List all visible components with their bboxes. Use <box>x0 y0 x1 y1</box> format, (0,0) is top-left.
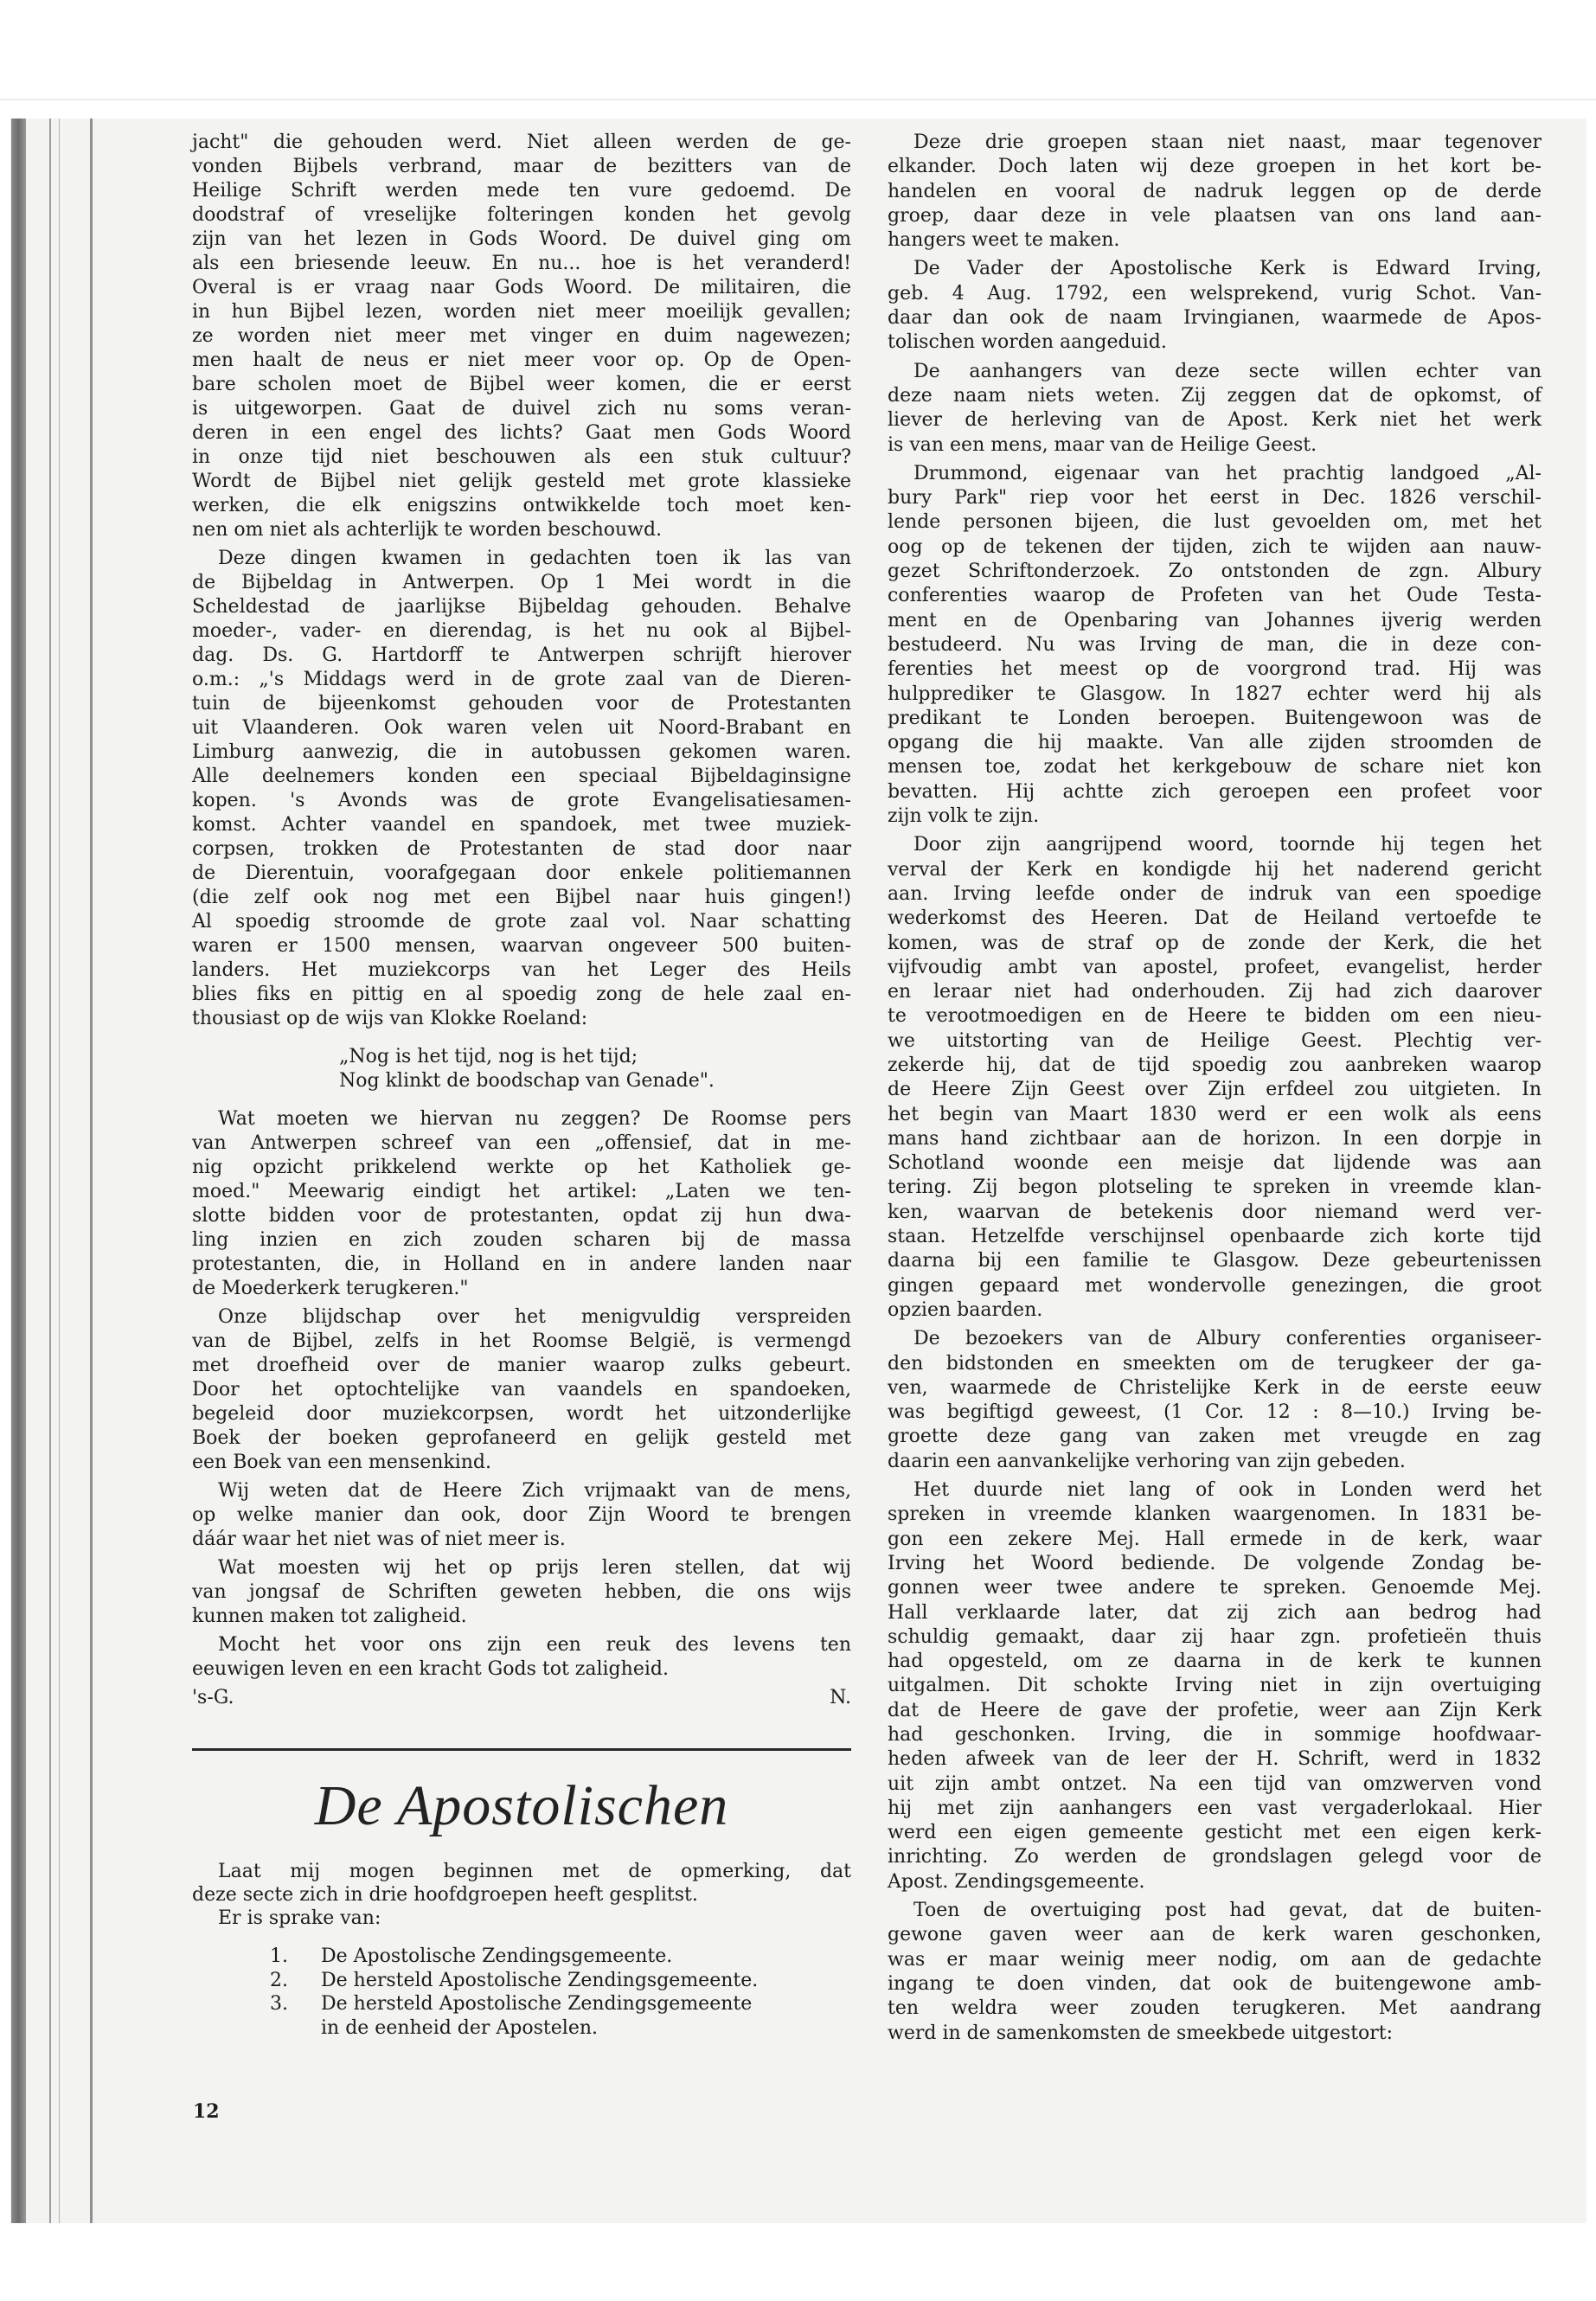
text-line: De aanhangers van deze secte willen echter van <box>913 360 1542 382</box>
text-line: Het duurde niet lang of ook in Londen werd het <box>913 1479 1542 1502</box>
text-line: verval der Kerk en kondigde hij het naderend gericht <box>888 858 1542 881</box>
text-line: ment en de Openbaring van Johannes ijverig werden <box>888 609 1542 631</box>
text-line: staan. Hetzelfde verschijnsel openbaarde zich korte tijd <box>888 1226 1542 1248</box>
text-line: inrichting. Zo werden de grondslagen gelegd voor de <box>888 1846 1542 1868</box>
text-line: kopen. 's Avonds was de grote Evangelisatiesamen- <box>192 790 851 811</box>
text-line: wederkomst des Heeren. Dat de Heiland vertoefde te <box>888 907 1542 930</box>
text-line: Laat mij mogen beginnen met de opmerking, dat <box>218 1861 851 1882</box>
scan-top-border <box>0 99 1596 100</box>
paragraph <box>192 1479 851 1552</box>
text-line: bevatten. Hij achtte zich geroepen een profeet voor <box>888 780 1542 803</box>
text-line: daarna bij een familie te Glasgow. Deze gebeurtenissen <box>888 1250 1542 1272</box>
text-line: Schotland woonde een meisje dat lijdende was aan <box>888 1152 1542 1175</box>
text-line: Scheldestad de jaarlijkse Bijbeldag gehouden. Behalve <box>192 596 851 618</box>
text-line: Er is sprake van: <box>218 1907 381 1929</box>
text-line: Irving het Woord bediende. De volgende Zondag be- <box>888 1552 1542 1574</box>
text-line: is van een mens, maar van de Heilige Geest. <box>888 433 1317 456</box>
text-line: ven, waarmede de Christelijke Kerk in de eerste eeuw <box>888 1376 1542 1399</box>
text-line: corpsen, trokken de Protestanten de stad door naar <box>192 838 851 860</box>
text-line: Limburg aanwezig, die in autobussen gekomen waren. <box>192 741 851 763</box>
text-line: ken, waarvan de betekenis door niemand werd ver- <box>888 1201 1542 1223</box>
text-line: in hun Bijbel lezen, worden niet meer moeilijk gevallen; <box>192 301 851 323</box>
text-line: was er maar weinig meer nodig, om aan de gedachte <box>888 1948 1542 1971</box>
text-line: bestudeerd. Nu was Irving de man, die in deze con- <box>888 633 1542 656</box>
paragraph <box>192 1107 851 1301</box>
text-line: uit Vlaanderen. Ook waren velen uit Noord-Brabant en <box>192 717 851 739</box>
paragraph <box>192 131 851 542</box>
article-continued-part1 <box>192 131 851 1031</box>
text-line: waren er 1500 mensen, waarvan ongeveer 500 buiten- <box>192 935 851 957</box>
text-line: conferenties waarop de Profeten van het Oude Testa- <box>888 585 1542 607</box>
text-line: tuin de bijeenkomst gehouden voor de Protestanten <box>192 693 851 715</box>
text-line: gingen gepaard met wondervolle genezingen, die groot <box>888 1274 1542 1297</box>
text-line: de Heere Zijn Geest over Zijn erfdeel zou uitgieten. In <box>888 1079 1542 1101</box>
text-line: Toen de overtuiging post had gevat, dat de buiten- <box>913 1900 1542 1922</box>
text-line: uit zijn ambt ontzet. Na een tijd van omzwerven vond <box>888 1772 1542 1795</box>
article-intro <box>192 1860 851 1930</box>
text-line: De bezoekers van de Albury conferenties organiseer- <box>913 1328 1542 1350</box>
text-line: gon een zekere Mej. Hall ermede in de kerk, waar <box>888 1528 1542 1550</box>
text-line: lende personen bijeen, die lust gevoelden om, met het <box>888 511 1542 534</box>
text-line: zekerde hij, dat de tijd spoedig zou aanbreken waarop <box>888 1054 1542 1076</box>
text-line: Al spoedig stroomde de grote zaal vol. Naar schatting <box>192 911 851 933</box>
text-line: de Bijbeldag in Antwerpen. Op 1 Mei wordt in die <box>192 572 851 593</box>
paragraph <box>888 833 1542 1323</box>
text-line: aan. Irving leefde onder de indruk van een spoedige <box>888 882 1542 905</box>
text-line: handelen en vooral de nadruk leggen op de derde <box>888 180 1542 202</box>
left-column <box>192 131 851 1710</box>
text-line: op welke manier dan ook, door Zijn Woord te brengen <box>192 1504 851 1526</box>
text-line: men haalt de neus er niet meer voor op. Op de Open- <box>192 349 851 371</box>
text-line: slotte bidden voor de protestanten, opdat zij hun dwa- <box>192 1205 851 1227</box>
text-line: oog op de tekenen der tijden, zich te wijden aan nauw- <box>888 535 1542 558</box>
text-line: van Antwerpen schreef van een „offensief, dat in me- <box>192 1132 851 1154</box>
text-line: werd een eigen gemeente gesticht met een eigen kerk- <box>888 1822 1542 1844</box>
text-line: liever de herleving van de Apost. Kerk niet het werk <box>888 409 1542 432</box>
text-line: ferenties het meest op de voorgrond trad. Hij was <box>888 658 1542 681</box>
text-line: eeuwigen leven en een kracht Gods tot zaligheid. <box>192 1658 669 1680</box>
text-line: Door het optochtelijke van vaandels en spandoeken, <box>192 1379 851 1400</box>
paragraph <box>888 1899 1542 2046</box>
text-line: groep, daar deze in vele plaatsen van ons land aan- <box>888 204 1542 227</box>
text-line: Hall verklaarde later, dat zij zich aan bedrog had <box>888 1601 1542 1624</box>
list-number: 1. <box>270 1945 288 1967</box>
hymn-quote <box>192 1045 851 1093</box>
text-line: protestanten, die, in Holland en in andere landen naar <box>192 1253 851 1275</box>
text-line: ze worden niet meer met vinger en duim nagewezen; <box>192 325 851 347</box>
text-line: mans hand zichtbaar aan de horizon. In een dorpje in <box>888 1127 1542 1150</box>
text-line: Wat moesten wij het op prijs leren stellen, dat wij <box>218 1557 851 1579</box>
text-line: Nog klinkt de boodschap van Genade". <box>339 1070 715 1092</box>
text-line: Door zijn aangrijpend woord, toornde hij tegen het <box>913 834 1542 856</box>
text-line: Heilige Schrift werden mede ten vure gedoemd. De <box>192 180 851 202</box>
text-line: o.m.: „'s Middags werd in de grote zaal van de Dieren- <box>192 669 851 690</box>
list-text: De hersteld Apostolische Zendingsgemeente <box>321 1993 753 2015</box>
section-divider <box>192 1748 851 1751</box>
list-number: 2. <box>270 1969 288 1991</box>
text-line: Drummond, eigenaar van het prachtig landgoed „Al- <box>913 462 1542 484</box>
text-line: schuldig gemaakt, daar zij haar zgn. profetieën thuis <box>888 1625 1542 1648</box>
text-line: en leraar niet had onderhouden. Zij had zich daarover <box>888 981 1542 1003</box>
text-line: gezet Schriftonderzoek. Zo ontstonden de zgn. Albury <box>888 561 1542 583</box>
text-line: mensen toe, zodat het kerkgebouw de schare niet kon <box>888 756 1542 779</box>
signature-line <box>192 1686 851 1710</box>
text-line: uitgalmen. Dit schokte Irving niet in zijn overtuiging <box>888 1675 1542 1697</box>
signature-initial: N. <box>830 1687 851 1708</box>
text-line: dáár waar het niet was of niet meer is. <box>192 1529 566 1550</box>
signature-place: 's-G. <box>192 1687 234 1708</box>
text-line: geb. 4 Aug. 1792, een welsprekend, vurig Schot. Van- <box>888 282 1542 304</box>
text-line: jacht" die gehouden werd. Niet alleen werden de ge- <box>192 131 851 153</box>
list-item <box>260 1992 851 2016</box>
text-line: zijn volk te zijn. <box>888 805 1040 828</box>
text-line: (die zelf ook nog met een Bijbel naar huis gingen!) <box>192 887 851 908</box>
text-line: gonnen weer twee andere te spreken. Genoemde Mej. <box>888 1577 1542 1599</box>
text-line: Alle deelnemers konden een speciaal Bijbeldaginsigne <box>192 766 851 787</box>
text-line: nen om niet als achterlijk te worden beschouwd. <box>192 519 663 541</box>
text-line: werken, die elk enigszins ontwikkelde toch moet ken- <box>192 495 851 516</box>
text-line: thousiast op de wijs van Klokke Roeland: <box>192 1008 588 1029</box>
text-line: hangers weet te maken. <box>888 229 1120 252</box>
paragraph <box>192 547 851 1031</box>
paragraph <box>192 1305 851 1475</box>
text-line: Apost. Zendingsgemeente. <box>888 1870 1145 1893</box>
list-text: De Apostolische Zendingsgemeente. <box>321 1945 673 1967</box>
text-line: we uitstorting van de Heilige Geest. Plechtig ver- <box>888 1029 1542 1052</box>
text-line: Mocht het voor ons zijn een reuk des levens ten <box>218 1634 851 1656</box>
text-line: werd in de samenkomsten de smeekbede uitgestort: <box>888 2022 1394 2044</box>
text-line: ten weldra weer zouden terugkeren. Met aandrang <box>888 1997 1542 2020</box>
text-line: Wat moeten we hiervan nu zeggen? De Roomse pers <box>218 1108 851 1130</box>
text-line: De Vader der Apostolische Kerk is Edward Irving, <box>913 258 1542 280</box>
text-line: van de Bijbel, zelfs in het Roomse België, is vermengd <box>192 1330 851 1352</box>
text-line: doodstraf of vreselijke folteringen konden het gevolg <box>192 204 851 226</box>
group-list <box>260 1945 851 2040</box>
paragraph <box>192 1633 851 1682</box>
page-edge-line <box>59 119 60 2223</box>
text-line: bury Park" riep voor het eerst in Dec. 1826 verschil- <box>888 487 1542 510</box>
text-line: deze naam niets weten. Zij zeggen dat de opkomst, of <box>888 384 1542 407</box>
text-line: moed." Meewarig eindigt het artikel: „Laten we ten- <box>192 1181 851 1202</box>
article-title: De Apostolischen <box>314 1774 729 1837</box>
text-line: begeleid door muziekcorpsen, wordt het uitzonderlijke <box>192 1403 851 1425</box>
article-continued-part2 <box>192 1107 851 1682</box>
text-line: zijn van het lezen in Gods Woord. De duivel ging om <box>192 228 851 250</box>
text-line: de Dierentuin, voorafgegaan door enkele politiemannen <box>192 862 851 884</box>
text-line: dat de Heere de gave der profetie, weer aan Zijn Kerk <box>888 1699 1542 1721</box>
text-line: het begin van Maart 1830 werd er een wolk als eens <box>888 1103 1542 1125</box>
paragraph <box>192 1556 851 1629</box>
text-line: tolischen worden aangeduid. <box>888 331 1167 354</box>
text-line: had opgesteld, om ze daarna in de kerk te kunnen <box>888 1650 1542 1673</box>
text-line: landers. Het muziekcorps van het Leger des Heils <box>192 959 851 981</box>
text-line: vonden Bijbels verbrand, maar de bezitters van de <box>192 156 851 177</box>
paragraph <box>888 131 1542 253</box>
text-line: had geschonken. Irving, die in sommige hoofdwaar- <box>888 1724 1542 1746</box>
text-line: elkander. Doch laten wij deze groepen in het kort be- <box>888 156 1542 178</box>
text-line: komst. Achter vaandel en spandoek, met twee muziek- <box>192 814 851 836</box>
text-line: vijfvoudig ambt van apostel, profeet, evangelist, herder <box>888 956 1542 978</box>
text-line: „Nog is het tijd, nog is het tijd; <box>339 1046 638 1067</box>
right-column <box>888 131 1542 2050</box>
list-item <box>260 2016 851 2041</box>
text-line: ingang te doen vinden, dat ook de buitengewone amb- <box>888 1972 1542 1995</box>
text-line: tering. Zij begon plotseling te spreken in vreemde klan- <box>888 1176 1542 1199</box>
text-line: Wij weten dat de Heere Zich vrijmaakt van de mens, <box>218 1480 851 1502</box>
text-line: nig opzicht prikkelend werkte op het Katholiek ge- <box>192 1157 851 1178</box>
text-line: predikant te Londen beroepen. Buitengewoon was de <box>888 707 1542 729</box>
text-line: hulpprediker te Glasgow. In 1827 echter werd hij als <box>888 683 1542 705</box>
text-line: kunnen maken tot zaligheid. <box>192 1606 467 1627</box>
text-line: bare scholen moet de Bijbel weer komen, die er eerst <box>192 374 851 395</box>
text-line: spreken in vreemde klanken waargenomen. In 1831 be- <box>888 1503 1542 1526</box>
text-line: is uitgeworpen. Gaat de duivel zich nu soms veran- <box>192 398 851 420</box>
list-item <box>260 1969 851 1993</box>
paragraph <box>888 360 1542 458</box>
text-line: heden afweek van de leer der H. Schrift, werd in 1832 <box>888 1748 1542 1771</box>
text-line: in onze tijd niet beschouwen als een stuk cultuur? <box>192 446 851 468</box>
list-item <box>260 1945 851 1969</box>
page-number: 12 <box>193 2100 220 2123</box>
book-spine-shadow <box>11 119 26 2223</box>
text-line: Overal is er vraag naar Gods Woord. De militairen, die <box>192 277 851 298</box>
text-line: van jongsaf de Schriften geweten hebben, die ons wijs <box>192 1581 851 1603</box>
text-line: blies fiks en pittig en al spoedig zong de hele zaal en- <box>192 984 851 1005</box>
text-line: de Moederkerk terugkeren." <box>192 1278 469 1299</box>
paragraph <box>888 1478 1542 1894</box>
page-edge-line <box>49 119 51 2223</box>
text-line: groette deze gang van zaken met vreugde en zag <box>888 1426 1542 1448</box>
text-line: daar dan ook de naam Irvingianen, waarmede de Apos- <box>888 307 1542 330</box>
text-line: deze secte zich in drie hoofdgroepen heeft gesplitst. <box>192 1884 698 1906</box>
text-line: Onze blijdschap over het menigvuldig verspreiden <box>218 1306 851 1328</box>
list-number <box>260 2016 321 2041</box>
text-line: gewone gaven weer aan de kerk waren geschonken, <box>888 1924 1542 1946</box>
text-line: den bidstonden en smeekten om de terugkeer der ga- <box>888 1352 1542 1375</box>
text-line: ling inzien en zich zouden scharen bij de massa <box>192 1229 851 1251</box>
text-line: moeder-, vader- en dierendag, is het nu ook al Bijbel- <box>192 620 851 642</box>
text-line: een Boek van een mensenkind. <box>192 1452 492 1473</box>
text-line: Boek der boeken geprofaneerd en gelijk gesteld met <box>192 1427 851 1449</box>
paragraph <box>888 1327 1542 1474</box>
text-line: komen, was de straf op de zonde der Kerk, die het <box>888 932 1542 954</box>
text-line: Wordt de Bijbel niet gelijk gesteld met grote klassieke <box>192 471 851 492</box>
list-number: 3. <box>270 1993 288 2015</box>
text-line: dag. Ds. G. Hartdorff te Antwerpen schrijft hierover <box>192 644 851 666</box>
text-line: was begiftigd geweest, (1 Cor. 12 : 8—10.) Irving be- <box>888 1401 1542 1424</box>
paragraph <box>888 462 1542 829</box>
text-line: deren in een engel des lichts? Gaat men Gods Woord <box>192 422 851 444</box>
text-line: opzien baarden. <box>888 1298 1043 1321</box>
text-line: Deze dingen kwamen in gedachten toen ik las van <box>218 548 851 569</box>
paragraph <box>888 257 1542 355</box>
text-line: opgang die hij maakte. Van alle zijden stroomden de <box>888 732 1542 754</box>
text-line: te verootmoedigen en de Heere te bidden om een nieu- <box>888 1005 1542 1028</box>
text-line: Deze drie groepen staan niet naast, maar tegenover <box>913 131 1542 153</box>
text-line: daarin een aanvankelijke verhoring van zijn gebeden. <box>888 1450 1406 1472</box>
text-line: als een briesende leeuw. En nu... hoe is het veranderd! <box>192 253 851 274</box>
list-text: De hersteld Apostolische Zendingsgemeente. <box>321 1969 759 1991</box>
text-line: met droefheid over de manier waarop zulks gebeurt. <box>192 1355 851 1376</box>
list-text: in de eenheid der Apostelen. <box>321 2016 598 2039</box>
page-edge-line <box>90 119 93 2223</box>
text-line: hij met zijn aanhangers een vast vergaderlokaal. Hier <box>888 1797 1542 1819</box>
